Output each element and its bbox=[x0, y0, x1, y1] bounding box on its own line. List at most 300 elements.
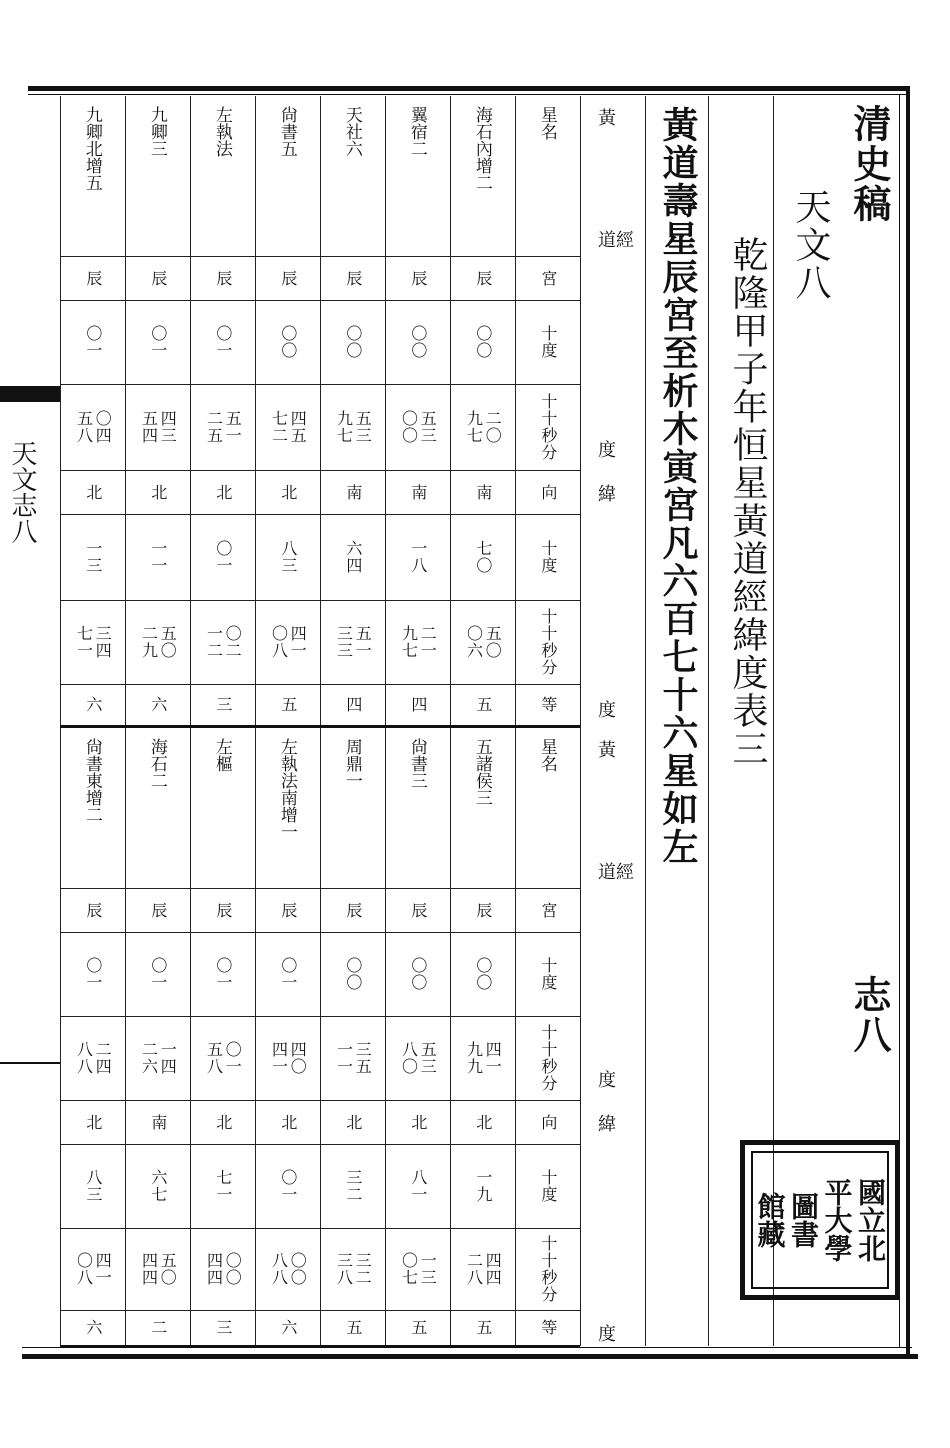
table-cell-gong bbox=[60, 888, 125, 932]
cell-value: 〇一 bbox=[148, 325, 168, 359]
table-cell-wfen bbox=[60, 600, 125, 684]
table-cell-fen bbox=[125, 1016, 190, 1100]
table-cell-wdu bbox=[385, 514, 450, 600]
header-cell-wei_du: 十度 bbox=[538, 1169, 558, 1203]
header-cell-jing_du: 十度 bbox=[538, 957, 558, 991]
header-cell bbox=[515, 932, 580, 1016]
cell-value: 辰 bbox=[343, 269, 363, 287]
table-cell-du bbox=[190, 932, 255, 1016]
header-cell-gong: 宮 bbox=[538, 901, 558, 919]
table-cell-fen bbox=[125, 384, 190, 470]
table-cell-wdu bbox=[190, 1144, 255, 1228]
star-name: 左執法南增一 bbox=[276, 738, 297, 840]
table-cell-wdu bbox=[450, 1144, 515, 1228]
table-cell-dir bbox=[125, 1100, 190, 1144]
cell-value: 辰 bbox=[213, 901, 233, 919]
cell-digits: 三八 bbox=[334, 1252, 354, 1286]
library-seal bbox=[740, 1140, 900, 1300]
cell-value: 北 bbox=[83, 1113, 103, 1131]
star-name: 九卿三 bbox=[146, 106, 167, 157]
table-col-rule-header bbox=[580, 96, 581, 1346]
header-cell bbox=[515, 256, 580, 300]
cell-value: 〇〇 bbox=[343, 957, 363, 991]
cell-value: 南 bbox=[473, 483, 493, 501]
table-cell-fen bbox=[60, 1016, 125, 1100]
cell-value: 一一 bbox=[148, 540, 168, 574]
table-cell-fen bbox=[255, 1016, 320, 1100]
cell-digits: 一三 bbox=[418, 1252, 438, 1286]
star-name: 尙書三 bbox=[406, 738, 427, 789]
hdr-huang-upper: 黃 bbox=[598, 108, 616, 129]
hdr-wei-lower: 緯 bbox=[598, 1114, 616, 1135]
header-cell bbox=[515, 600, 580, 684]
header-cell bbox=[515, 470, 580, 514]
table-cell-wdu bbox=[255, 514, 320, 600]
cell-value: 六四 bbox=[343, 540, 363, 574]
table-cell-gong bbox=[450, 888, 515, 932]
table-cell-gong bbox=[450, 256, 515, 300]
table-cell-fen bbox=[190, 1016, 255, 1100]
cell-digits: 一一 bbox=[334, 1041, 354, 1075]
table-cell-dir bbox=[255, 470, 320, 514]
cell-value: 辰 bbox=[278, 269, 298, 287]
table-cell-wfen bbox=[450, 1228, 515, 1310]
cell-digits: 四一 bbox=[93, 1252, 113, 1286]
cell-value: 辰 bbox=[148, 901, 168, 919]
frame-right-rule bbox=[906, 86, 910, 1359]
header-cell bbox=[515, 684, 580, 725]
cell-digits: 九九 bbox=[464, 1041, 484, 1075]
star-name: 五諸侯三 bbox=[471, 738, 492, 806]
table-cell-fen bbox=[320, 384, 385, 470]
cell-value: 〇一 bbox=[213, 957, 233, 991]
cell-value: 辰 bbox=[213, 269, 233, 287]
table-cell-wdu bbox=[125, 1144, 190, 1228]
table-cell-gong bbox=[125, 888, 190, 932]
table-cell-du bbox=[190, 300, 255, 384]
cell-digits: 四〇 bbox=[288, 1041, 308, 1075]
header-divider-2 bbox=[708, 96, 709, 1346]
table-cell-deng bbox=[60, 684, 125, 725]
cell-digits: 二八 bbox=[464, 1252, 484, 1286]
table-cell-wfen bbox=[60, 1228, 125, 1310]
cell-value: 辰 bbox=[408, 901, 428, 919]
table-cell-du bbox=[450, 300, 515, 384]
table-cell-dir bbox=[60, 470, 125, 514]
cell-value: 五 bbox=[473, 1319, 493, 1336]
table-cell-dir bbox=[385, 1100, 450, 1144]
star-name: 海石內增二 bbox=[471, 106, 492, 191]
table-cell-du bbox=[385, 300, 450, 384]
cell-value: 五 bbox=[343, 1319, 363, 1336]
book-title: 清史稿 bbox=[847, 104, 892, 224]
star-name: 海石二 bbox=[146, 738, 167, 789]
cell-digits: 〇一 bbox=[223, 1041, 243, 1075]
table-cell-wfen bbox=[255, 600, 320, 684]
table-cell-deng bbox=[385, 684, 450, 725]
table-cell-wfen bbox=[320, 1228, 385, 1310]
cell-digits: 〇六 bbox=[464, 625, 484, 659]
hdr-du2-upper: 度 bbox=[598, 700, 616, 721]
cell-value: 二 bbox=[148, 1319, 168, 1336]
table-cell-dir bbox=[450, 470, 515, 514]
cell-digits: 八八 bbox=[269, 1252, 289, 1286]
table-title: 乾隆甲子年恒星黃道經緯度表三 bbox=[727, 236, 768, 768]
cell-value: 辰 bbox=[473, 901, 493, 919]
cell-digits: 一二 bbox=[204, 625, 224, 659]
frame-bottom-rule bbox=[22, 1354, 918, 1359]
cell-digits: 三二 bbox=[353, 1252, 373, 1286]
hdr-du-upper: 度 bbox=[598, 440, 616, 461]
cell-value: 北 bbox=[408, 1113, 428, 1131]
cell-value: 三二 bbox=[343, 1169, 363, 1203]
cell-value: 北 bbox=[83, 483, 103, 501]
hdr-du-lower: 度 bbox=[598, 1070, 616, 1091]
table-cell-dir bbox=[190, 1100, 255, 1144]
star-name: 天社六 bbox=[341, 106, 362, 157]
table-cell-fen bbox=[385, 1016, 450, 1100]
cell-digits: 四一 bbox=[483, 1041, 503, 1075]
cell-digits: 〇〇 bbox=[223, 1252, 243, 1286]
cell-digits: 五〇 bbox=[483, 625, 503, 659]
cell-value: 一三 bbox=[83, 540, 103, 574]
header-cell bbox=[515, 1310, 580, 1345]
table-cell-gong bbox=[320, 256, 385, 300]
margin-label: 天文志八 bbox=[7, 440, 37, 544]
header-cell bbox=[515, 1144, 580, 1228]
cell-value: 〇一 bbox=[213, 325, 233, 359]
hdr-dao-lower: 道經 bbox=[598, 862, 634, 883]
cell-value: 南 bbox=[408, 483, 428, 501]
cell-digits: 〇七 bbox=[399, 1252, 419, 1286]
table-cell-wfen bbox=[190, 1228, 255, 1310]
hdr-du2-lower: 度 bbox=[598, 1324, 616, 1345]
cell-digits: 三四 bbox=[93, 625, 113, 659]
cell-digits: 九七 bbox=[399, 625, 419, 659]
cell-value: 三 bbox=[213, 696, 233, 713]
table-cell-dir bbox=[320, 470, 385, 514]
cell-digits: 五四 bbox=[139, 410, 159, 444]
cell-value: 辰 bbox=[83, 269, 103, 287]
table-cell-gong bbox=[385, 256, 450, 300]
header-cell-wei_fen: 十十秒分 bbox=[538, 1235, 558, 1303]
header-cell-jing_fen: 十十秒分 bbox=[538, 393, 558, 461]
table-cell-dir bbox=[60, 1100, 125, 1144]
table-cell-gong bbox=[255, 256, 320, 300]
cell-value: 〇一 bbox=[83, 325, 103, 359]
header-cell-jing_fen: 十十秒分 bbox=[538, 1024, 558, 1092]
table-cell-deng bbox=[320, 1310, 385, 1345]
cell-digits: 五三 bbox=[353, 410, 373, 444]
cell-digits: 九七 bbox=[334, 410, 354, 444]
table-cell-deng bbox=[385, 1310, 450, 1345]
cell-digits: 〇八 bbox=[269, 625, 289, 659]
table-cell-du bbox=[450, 932, 515, 1016]
table-cell-fen bbox=[385, 384, 450, 470]
table-cell-dir bbox=[255, 1100, 320, 1144]
table-cell-wdu bbox=[450, 514, 515, 600]
table-cell-du bbox=[255, 932, 320, 1016]
cell-value: 〇〇 bbox=[473, 957, 493, 991]
cell-digits: 四四 bbox=[204, 1252, 224, 1286]
cell-value: 〇一 bbox=[213, 540, 233, 574]
header-cell bbox=[515, 1228, 580, 1310]
cell-digits: 七二 bbox=[269, 410, 289, 444]
seal-text-3: 圖書 bbox=[786, 1192, 820, 1248]
table-cell-wdu bbox=[385, 1144, 450, 1228]
cell-digits: 九七 bbox=[464, 410, 484, 444]
cell-value: 〇〇 bbox=[278, 325, 298, 359]
margin-black-bar bbox=[0, 386, 60, 402]
cell-digits: 三三 bbox=[334, 625, 354, 659]
table-row-rule bbox=[60, 725, 580, 728]
star-name: 周鼎一 bbox=[341, 738, 362, 789]
star-name: 左樞 bbox=[211, 738, 232, 772]
cell-digits: 〇二 bbox=[223, 625, 243, 659]
header-cell-deng: 等 bbox=[538, 1319, 558, 1336]
cell-digits: 二〇 bbox=[483, 410, 503, 444]
table-cell-wdu bbox=[190, 514, 255, 600]
chapter-title: 天文八 bbox=[790, 188, 831, 302]
cell-value: 北 bbox=[343, 1113, 363, 1131]
cell-value: 四 bbox=[408, 696, 428, 713]
star-name: 九卿北增五 bbox=[81, 106, 102, 191]
table-subtitle: 黃道壽星辰宮至析木寅宮凡六百七十六星如左 bbox=[657, 106, 699, 866]
seal-text-2: 平大學 bbox=[820, 1178, 854, 1262]
table-cell-deng bbox=[190, 684, 255, 725]
table-cell-wfen bbox=[320, 600, 385, 684]
cell-digits: 〇四 bbox=[93, 410, 113, 444]
cell-value: 辰 bbox=[83, 901, 103, 919]
table-cell-deng bbox=[125, 1310, 190, 1345]
cell-value: 〇一 bbox=[278, 1169, 298, 1203]
seal-text-1: 國立北 bbox=[853, 1178, 887, 1262]
table-cell-gong bbox=[125, 256, 190, 300]
table-cell-du bbox=[125, 300, 190, 384]
cell-digits: 四四 bbox=[139, 1252, 159, 1286]
cell-value: 三 bbox=[213, 1319, 233, 1336]
cell-value: 六 bbox=[148, 696, 168, 713]
table-cell-wfen bbox=[125, 600, 190, 684]
cell-digits: 四三 bbox=[158, 410, 178, 444]
cell-value: 六 bbox=[83, 696, 103, 713]
table-cell-dir bbox=[190, 470, 255, 514]
table-cell-fen bbox=[190, 384, 255, 470]
cell-value: 八三 bbox=[278, 540, 298, 574]
table-cell-fen bbox=[60, 384, 125, 470]
cell-digits: 四一 bbox=[288, 625, 308, 659]
table-cell-fen bbox=[255, 384, 320, 470]
cell-digits: 二四 bbox=[93, 1041, 113, 1075]
table-cell-gong bbox=[255, 888, 320, 932]
cell-value: 北 bbox=[148, 483, 168, 501]
header-star-name: 星名 bbox=[536, 738, 557, 772]
header-cell bbox=[515, 888, 580, 932]
table-cell-du bbox=[60, 300, 125, 384]
table-cell-fen bbox=[320, 1016, 385, 1100]
star-name: 翼宿二 bbox=[406, 106, 427, 157]
table-cell-deng bbox=[255, 1310, 320, 1345]
cell-value: 一八 bbox=[408, 540, 428, 574]
table-cell-dir bbox=[385, 470, 450, 514]
table-cell-du bbox=[255, 300, 320, 384]
cell-digits: 四一 bbox=[269, 1041, 289, 1075]
table-cell-fen bbox=[450, 384, 515, 470]
volume-label: 志八 bbox=[847, 975, 892, 1055]
table-row-rule bbox=[60, 1345, 580, 1348]
header-cell-dir: 向 bbox=[538, 1113, 558, 1131]
table-cell-deng bbox=[450, 1310, 515, 1345]
cell-value: 辰 bbox=[343, 901, 363, 919]
cell-value: 〇一 bbox=[83, 957, 103, 991]
cell-value: 辰 bbox=[473, 269, 493, 287]
cell-value: 四 bbox=[343, 696, 363, 713]
table-cell-fen bbox=[450, 1016, 515, 1100]
header-cell-jing_du: 十度 bbox=[538, 325, 558, 359]
cell-value: 辰 bbox=[408, 269, 428, 287]
cell-digits: 五一 bbox=[353, 625, 373, 659]
cell-value: 北 bbox=[278, 1113, 298, 1131]
cell-digits: 〇八 bbox=[74, 1252, 94, 1286]
table-cell-gong bbox=[385, 888, 450, 932]
header-cell bbox=[515, 514, 580, 600]
table-cell-wdu bbox=[320, 1144, 385, 1228]
table-cell-dir bbox=[320, 1100, 385, 1144]
cell-value: 七〇 bbox=[473, 540, 493, 574]
table-cell-deng bbox=[60, 1310, 125, 1345]
frame-top-inner-rule bbox=[28, 94, 906, 95]
cell-digits: 七一 bbox=[74, 625, 94, 659]
cell-value: 〇〇 bbox=[408, 957, 428, 991]
cell-digits: 二六 bbox=[139, 1041, 159, 1075]
star-name: 左執法 bbox=[211, 106, 232, 157]
table-cell-wfen bbox=[190, 600, 255, 684]
hdr-dao-upper: 道經 bbox=[598, 230, 634, 251]
table-cell-deng bbox=[450, 684, 515, 725]
cell-digits: 三五 bbox=[353, 1041, 373, 1075]
header-cell bbox=[515, 384, 580, 470]
table-cell-du bbox=[320, 300, 385, 384]
table-cell-deng bbox=[320, 684, 385, 725]
cell-value: 南 bbox=[343, 483, 363, 501]
header-cell bbox=[515, 1100, 580, 1144]
table-cell-wdu bbox=[255, 1144, 320, 1228]
cell-value: 八一 bbox=[408, 1169, 428, 1203]
cell-value: 北 bbox=[213, 483, 233, 501]
table-cell-wfen bbox=[385, 600, 450, 684]
cell-value: 辰 bbox=[278, 901, 298, 919]
header-cell-wei_du: 十度 bbox=[538, 540, 558, 574]
cell-digits: 二五 bbox=[204, 410, 224, 444]
table-cell-wdu bbox=[60, 1144, 125, 1228]
cell-digits: 五八 bbox=[204, 1041, 224, 1075]
cell-digits: 五〇 bbox=[158, 625, 178, 659]
table-cell-du bbox=[320, 932, 385, 1016]
cell-value: 六七 bbox=[148, 1169, 168, 1203]
cell-digits: 八〇 bbox=[399, 1041, 419, 1075]
header-cell-deng: 等 bbox=[538, 696, 558, 713]
cell-digits: 五〇 bbox=[158, 1252, 178, 1286]
header-cell bbox=[515, 1016, 580, 1100]
cell-digits: 五一 bbox=[223, 410, 243, 444]
table-cell-du bbox=[60, 932, 125, 1016]
cell-value: 〇一 bbox=[148, 957, 168, 991]
hdr-huang-lower: 黃 bbox=[598, 740, 616, 761]
cell-value: 〇〇 bbox=[473, 325, 493, 359]
star-name: 尙書五 bbox=[276, 106, 297, 157]
table-cell-wfen bbox=[255, 1228, 320, 1310]
cell-value: 八三 bbox=[83, 1169, 103, 1203]
cell-digits: 〇〇 bbox=[399, 410, 419, 444]
hdr-wei-upper: 緯 bbox=[598, 484, 616, 505]
header-cell-gong: 宮 bbox=[538, 269, 558, 287]
seal-text-4: 館藏 bbox=[753, 1192, 787, 1248]
header-cell-dir: 向 bbox=[538, 483, 558, 501]
cell-value: 北 bbox=[278, 483, 298, 501]
table-cell-gong bbox=[190, 256, 255, 300]
table-cell-gong bbox=[190, 888, 255, 932]
table-cell-deng bbox=[255, 684, 320, 725]
table-cell-deng bbox=[190, 1310, 255, 1345]
table-cell-wdu bbox=[320, 514, 385, 600]
table-cell-wdu bbox=[125, 514, 190, 600]
table-cell-wfen bbox=[450, 600, 515, 684]
table-cell-gong bbox=[60, 256, 125, 300]
table-cell-du bbox=[125, 932, 190, 1016]
margin-rule bbox=[0, 1062, 60, 1064]
table-cell-deng bbox=[125, 684, 190, 725]
table-cell-wdu bbox=[60, 514, 125, 600]
cell-value: 七一 bbox=[213, 1169, 233, 1203]
cell-digits: 四四 bbox=[483, 1252, 503, 1286]
cell-value: 五 bbox=[278, 696, 298, 713]
cell-digits: 五三 bbox=[418, 410, 438, 444]
cell-digits: 二一 bbox=[418, 625, 438, 659]
cell-value: 五 bbox=[473, 696, 493, 713]
cell-digits: 〇〇 bbox=[288, 1252, 308, 1286]
cell-value: 五 bbox=[408, 1319, 428, 1336]
table-cell-dir bbox=[125, 470, 190, 514]
cell-digits: 二九 bbox=[139, 625, 159, 659]
cell-value: 六 bbox=[83, 1319, 103, 1336]
table-cell-du bbox=[385, 932, 450, 1016]
cell-value: 北 bbox=[213, 1113, 233, 1131]
cell-digits: 五八 bbox=[74, 410, 94, 444]
cell-digits: 一四 bbox=[158, 1041, 178, 1075]
table-cell-dir bbox=[450, 1100, 515, 1144]
table-cell-wfen bbox=[385, 1228, 450, 1310]
cell-value: 六 bbox=[278, 1319, 298, 1336]
cell-value: 南 bbox=[148, 1113, 168, 1131]
cell-digits: 五三 bbox=[418, 1041, 438, 1075]
cell-value: 北 bbox=[473, 1113, 493, 1131]
cell-value: 〇一 bbox=[278, 957, 298, 991]
cell-digits: 四五 bbox=[288, 410, 308, 444]
cell-digits: 八八 bbox=[74, 1041, 94, 1075]
header-divider-3 bbox=[645, 96, 646, 1346]
cell-value: 一九 bbox=[473, 1169, 493, 1203]
frame-top-rule bbox=[28, 86, 906, 91]
table-cell-gong bbox=[320, 888, 385, 932]
star-name: 尙書東增二 bbox=[81, 738, 102, 823]
cell-value: 辰 bbox=[148, 269, 168, 287]
cell-value: 〇〇 bbox=[408, 325, 428, 359]
header-star-name: 星名 bbox=[536, 106, 557, 140]
header-cell-wei_fen: 十十秒分 bbox=[538, 608, 558, 676]
table-cell-wfen bbox=[125, 1228, 190, 1310]
cell-value: 〇〇 bbox=[343, 325, 363, 359]
header-cell bbox=[515, 300, 580, 384]
